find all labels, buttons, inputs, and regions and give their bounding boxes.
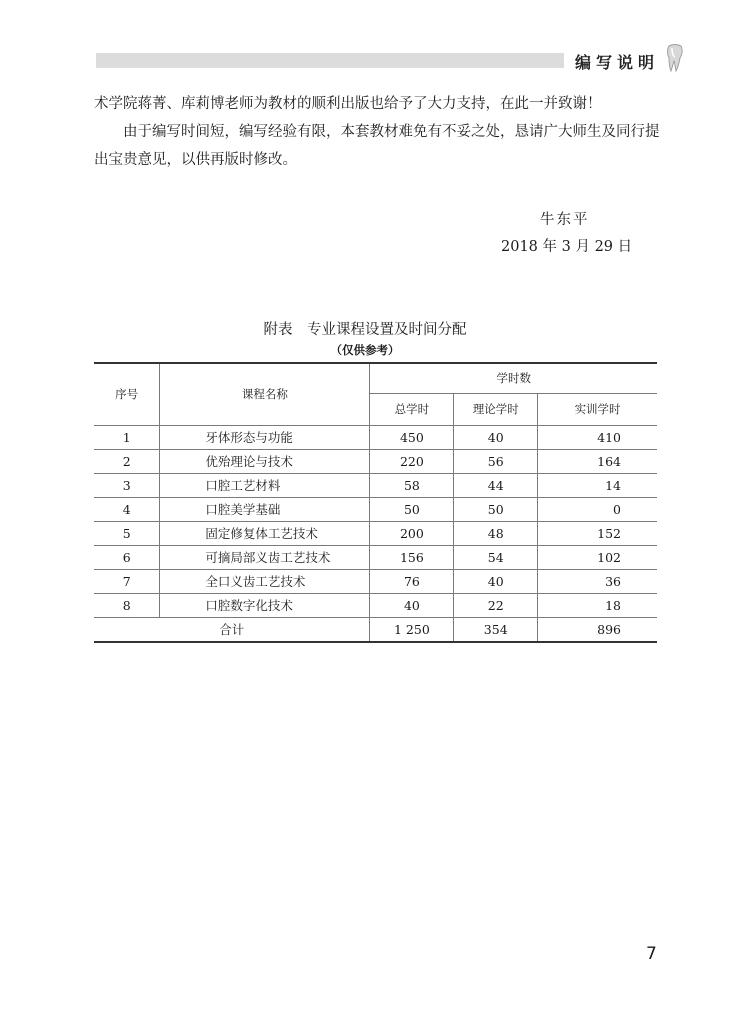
cell-theory: 48 [454,521,538,545]
cell-theory: 44 [454,473,538,497]
cell-theory: 56 [454,449,538,473]
cell-no: 5 [94,521,160,545]
cell-no: 7 [94,569,160,593]
cell-no: 8 [94,593,160,617]
running-header-title: 编写说明 [575,53,660,72]
cell-total: 200 [370,521,454,545]
cell-no: 4 [94,497,160,521]
tooth-icon [666,44,684,72]
signature-name: 牛东平 [540,212,590,228]
table-row [94,593,657,617]
cell-no: 3 [94,473,160,497]
cell-practice: 102 [538,545,657,569]
cell-theory: 50 [454,497,538,521]
table-row [94,449,657,473]
page-number: 7 [646,944,657,964]
cell-total: 76 [370,569,454,593]
course-schedule-table [94,362,657,643]
header-total-hours: 总学时 [370,393,454,425]
table-title: 附表 专业课程设置及时间分配 [263,322,467,338]
cell-practice: 36 [538,569,657,593]
cell-practice: 14 [538,473,657,497]
cell-practice: 0 [538,497,657,521]
header-theory-hours: 理论学时 [454,393,538,425]
cell-no: 1 [94,425,160,449]
header-course-name: 课程名称 [160,363,370,425]
cell-total: 58 [370,473,454,497]
cell-course-name: 口腔工艺材料 [160,473,370,497]
cell-no: 6 [94,545,160,569]
cell-course-name: 固定修复体工艺技术 [160,521,370,545]
cell-course-name: 可摘局部义齿工艺技术 [160,545,370,569]
cell-course-name: 优殆理论与技术 [160,449,370,473]
cell-course-name: 口腔美学基础 [160,497,370,521]
table-row [94,497,657,521]
header-no: 序号 [94,363,160,425]
disclaimer-paragraph: 由于编写时间短，编写经验有限，本套教材难免有不妥之处，恳请广大师生及同行提出宝贵意见，以供再版时修改。 [94,124,660,168]
cell-theory: 54 [454,545,538,569]
cell-practice: 18 [538,593,657,617]
cell-theory: 22 [454,593,538,617]
cell-theory: 40 [454,569,538,593]
cell-practice: 410 [538,425,657,449]
header-bar [96,53,564,68]
acknowledgement-paragraph: 术学院蒋菁、库莉博老师为教材的顺利出版也给予了大力支持，在此一并致谢！ [94,96,602,112]
cell-sum-practice: 896 [538,617,657,642]
header-practice-hours: 实训学时 [538,393,657,425]
table-subtitle: （仅供参考） [330,343,400,357]
cell-total: 156 [370,545,454,569]
cell-total: 450 [370,425,454,449]
table-row [94,473,657,497]
cell-practice: 164 [538,449,657,473]
cell-course-name: 牙体形态与功能 [160,425,370,449]
cell-course-name: 全口义齿工艺技术 [160,569,370,593]
cell-sum-total: 1 250 [370,617,454,642]
cell-total-label: 合计 [94,617,370,642]
cell-total: 220 [370,449,454,473]
header-hours: 学时数 [370,363,657,393]
cell-practice: 152 [538,521,657,545]
table-row [94,545,657,569]
table-total-row [94,617,657,642]
table-row [94,521,657,545]
cell-theory: 40 [454,425,538,449]
cell-total: 50 [370,497,454,521]
cell-sum-theory: 354 [454,617,538,642]
table-row [94,569,657,593]
cell-total: 40 [370,593,454,617]
table-row [94,425,657,449]
cell-course-name: 口腔数字化技术 [160,593,370,617]
cell-no: 2 [94,449,160,473]
signature-date: 2018 年 3 月 29 日 [501,239,633,255]
